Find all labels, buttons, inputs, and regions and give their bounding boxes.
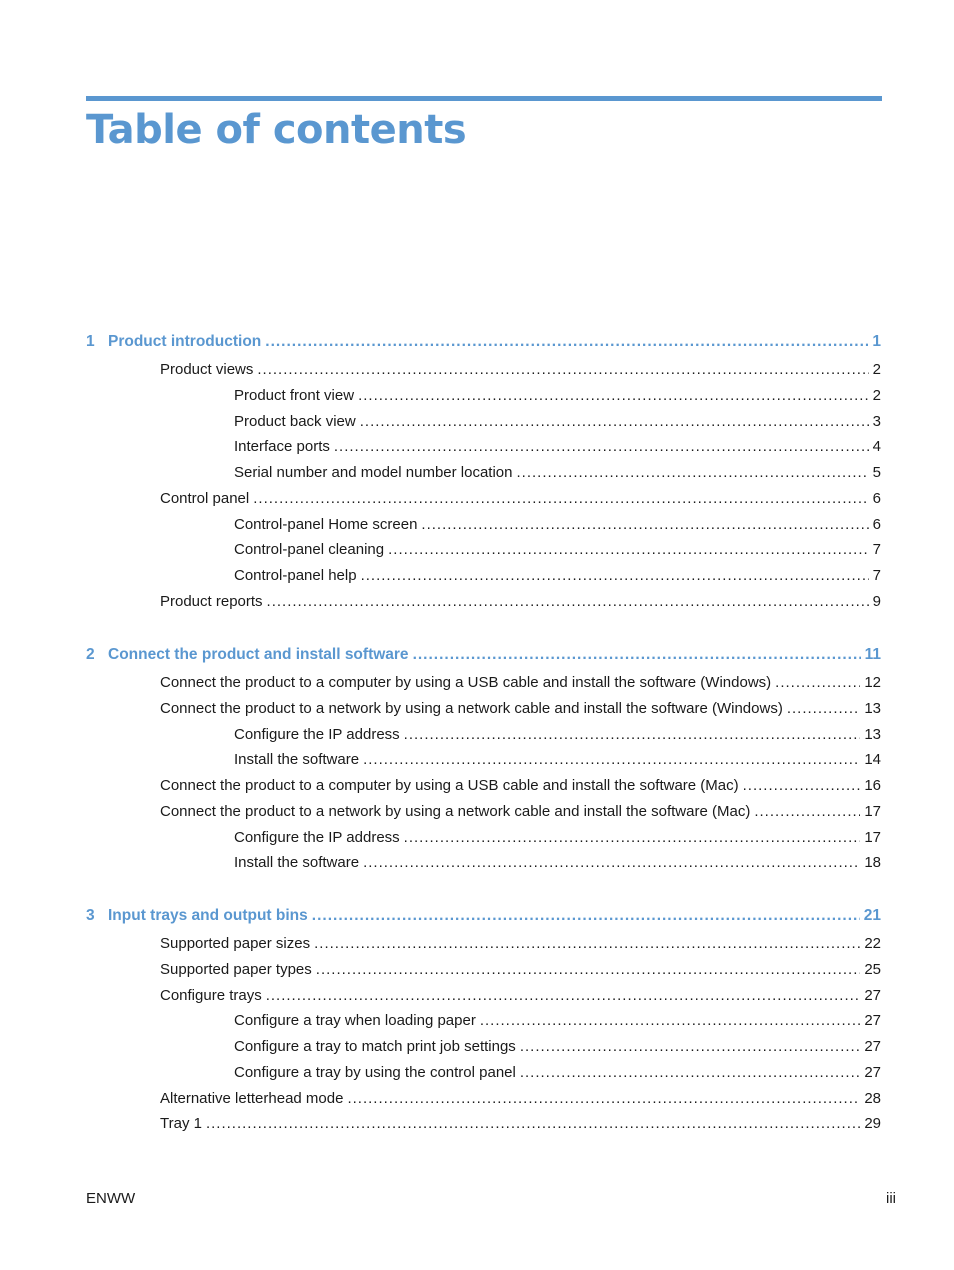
toc-leader-dots [517, 462, 869, 484]
toc-page-number: 2 [872, 386, 881, 404]
toc-entry-label: Supported paper sizes [160, 935, 311, 952]
toc-entry-link[interactable] [160, 591, 881, 613]
toc-leader-dots [257, 359, 868, 381]
toc-leader-dots [754, 801, 860, 823]
toc-page-number: 21 [863, 907, 881, 924]
toc-chapter-number: 1 [86, 333, 95, 350]
toc-entry-link[interactable] [234, 514, 881, 536]
toc-page-number: 2 [872, 361, 881, 378]
toc-chapter-label: Product introduction [108, 333, 262, 350]
toc-entry-label: Install the software [234, 751, 360, 769]
toc-entry-label: Connect the product to a computer by using a USB cable and install the software (Windows) [160, 674, 772, 691]
toc-page-number: 27 [864, 1012, 881, 1030]
toc-chapter-label: Input trays and output bins [108, 907, 308, 924]
toc-entry-label: Tray 1 [160, 1115, 202, 1133]
toc-entry-link[interactable] [160, 801, 881, 823]
toc-leader-dots [413, 644, 861, 666]
toc-page-number: 13 [864, 725, 881, 743]
footer-left: ENWW [86, 1190, 136, 1207]
toc-leader-dots [206, 1113, 860, 1135]
page-title: Table of contents [86, 107, 467, 153]
toc-entry-label: Connect the product to a network by using a network cable and install the software (Mac) [160, 802, 751, 820]
toc-entry-label: Configure a tray by using the control panel [234, 1063, 516, 1081]
toc-page-number: 25 [864, 960, 881, 978]
toc-entry-link[interactable] [160, 359, 881, 381]
toc-page-number: 11 [864, 646, 881, 663]
toc-entry-link[interactable] [234, 565, 881, 587]
toc-entry-link[interactable] [234, 411, 881, 433]
toc-leader-dots [314, 933, 860, 955]
toc-entry-label: Product reports [160, 592, 263, 610]
toc-leader-dots [363, 749, 860, 771]
toc-leader-dots [520, 1036, 861, 1058]
toc-entry-label: Interface ports [234, 438, 330, 456]
toc-leader-dots [267, 591, 869, 613]
toc-entry-link[interactable] [160, 775, 881, 797]
toc-entry-link[interactable] [234, 1062, 881, 1084]
toc-page-number: 29 [864, 1115, 881, 1133]
toc-entry-link[interactable] [234, 1036, 881, 1058]
toc-entry-label: Configure a tray when loading paper [234, 1012, 476, 1030]
toc-page-number: 6 [872, 515, 881, 533]
toc-leader-dots [266, 985, 861, 1007]
toc-entry-label: Connect the product to a computer by using a USB cable and install the software (Mac) [160, 777, 739, 794]
toc-page-number: 27 [864, 986, 881, 1004]
toc-entry-link[interactable] [234, 436, 881, 458]
toc-leader-dots [265, 331, 868, 353]
toc-leader-dots [404, 827, 861, 849]
toc-page-number: 5 [872, 464, 881, 481]
toc-leader-dots [775, 672, 860, 694]
toc-entry-label: Configure the IP address [234, 828, 400, 846]
toc-leader-dots [363, 852, 860, 874]
toc-entry-label: Install the software [234, 854, 360, 872]
toc-chapter-title [86, 644, 413, 666]
toc-entry-link[interactable] [160, 933, 881, 955]
toc-entry-link[interactable] [160, 488, 881, 510]
toc-entry-label: Product back view [234, 412, 356, 430]
toc-leader-dots [421, 514, 868, 536]
toc-entry-label: Control-panel Home screen [234, 515, 418, 533]
toc-page-number: 14 [864, 751, 881, 769]
toc-entry-label: Control-panel cleaning [234, 541, 385, 559]
toc-entry-label: Configure the IP address [234, 725, 400, 743]
toc-entry-link[interactable] [234, 852, 881, 874]
toc-page-number: 9 [872, 592, 881, 610]
toc-leader-dots [404, 724, 861, 746]
toc-entry-label: Alternative letterhead mode [160, 1089, 344, 1107]
toc-entry-label: Configure a tray to match print job settings [234, 1038, 516, 1055]
toc-leader-dots [347, 1088, 860, 1110]
toc-leader-dots [312, 905, 860, 927]
toc-entry-label: Control panel [160, 489, 250, 507]
toc-entry-label: Connect the product to a network by using a network cable and install the software (Windows) [160, 699, 783, 717]
toc-chapter-title [86, 905, 312, 927]
toc-page-number: 13 [864, 699, 881, 717]
toc-entry-label: Product views [160, 361, 254, 378]
toc-leader-dots [388, 539, 869, 561]
toc-page-number: 6 [872, 489, 881, 507]
toc-entry-link[interactable] [234, 1010, 881, 1032]
toc-chapter-label: Connect the product and install software [108, 646, 409, 663]
toc-leader-dots [358, 385, 869, 407]
toc-page-number: 17 [864, 828, 881, 846]
toc-entry-link[interactable] [234, 539, 881, 561]
toc-leader-dots [316, 959, 861, 981]
toc-page-number: 7 [872, 541, 881, 559]
toc-entry-label: Configure trays [160, 986, 262, 1004]
toc-entry-link[interactable] [234, 749, 881, 771]
toc-entry-label: Serial number and model number location [234, 464, 513, 481]
toc-page-number: 28 [864, 1089, 881, 1107]
toc-leader-dots [361, 565, 869, 587]
toc-page-number: 22 [864, 935, 881, 952]
toc-entry-label: Control-panel help [234, 567, 357, 584]
toc-entry-link[interactable] [234, 827, 881, 849]
toc-leader-dots [520, 1062, 860, 1084]
toc-entry-link[interactable] [160, 1088, 881, 1110]
toc-chapter-number: 3 [86, 907, 95, 924]
toc-page-number: 12 [864, 674, 881, 691]
toc-page-number: 27 [864, 1038, 881, 1055]
toc-chapter-title [86, 331, 265, 353]
title-rule [86, 96, 882, 101]
toc-leader-dots [360, 411, 869, 433]
toc-leader-dots [787, 698, 860, 720]
toc-page-number: 3 [872, 412, 881, 430]
toc-page-number: 17 [864, 802, 881, 820]
toc-page-number: 1 [872, 333, 881, 350]
toc-entry-link[interactable] [160, 985, 881, 1007]
footer-page-number: iii [886, 1190, 896, 1207]
toc-entry-link[interactable] [160, 698, 881, 720]
toc-entry-link[interactable] [160, 1113, 881, 1135]
toc-entry-link[interactable] [160, 959, 881, 981]
toc-leader-dots [253, 488, 868, 510]
toc-page-number: 18 [864, 854, 881, 872]
toc-entry-link[interactable] [234, 385, 881, 407]
toc-entry-link[interactable] [234, 462, 881, 484]
toc-page-number: 4 [872, 438, 881, 456]
toc-entry-label: Supported paper types [160, 960, 312, 978]
toc-chapter-link[interactable] [86, 644, 881, 666]
toc-entry-label: Product front view [234, 386, 355, 404]
toc-leader-dots [743, 775, 861, 797]
toc-leader-dots [480, 1010, 860, 1032]
toc-chapter-number: 2 [86, 646, 95, 663]
toc-page-number: 27 [864, 1063, 881, 1081]
toc-chapter-link[interactable] [86, 905, 881, 927]
toc-leader-dots [334, 436, 869, 458]
toc-entry-link[interactable] [234, 724, 881, 746]
toc-page-number: 7 [872, 567, 881, 584]
toc-chapter-link[interactable] [86, 331, 881, 353]
toc-entry-link[interactable] [160, 672, 881, 694]
toc-page-number: 16 [864, 777, 881, 794]
